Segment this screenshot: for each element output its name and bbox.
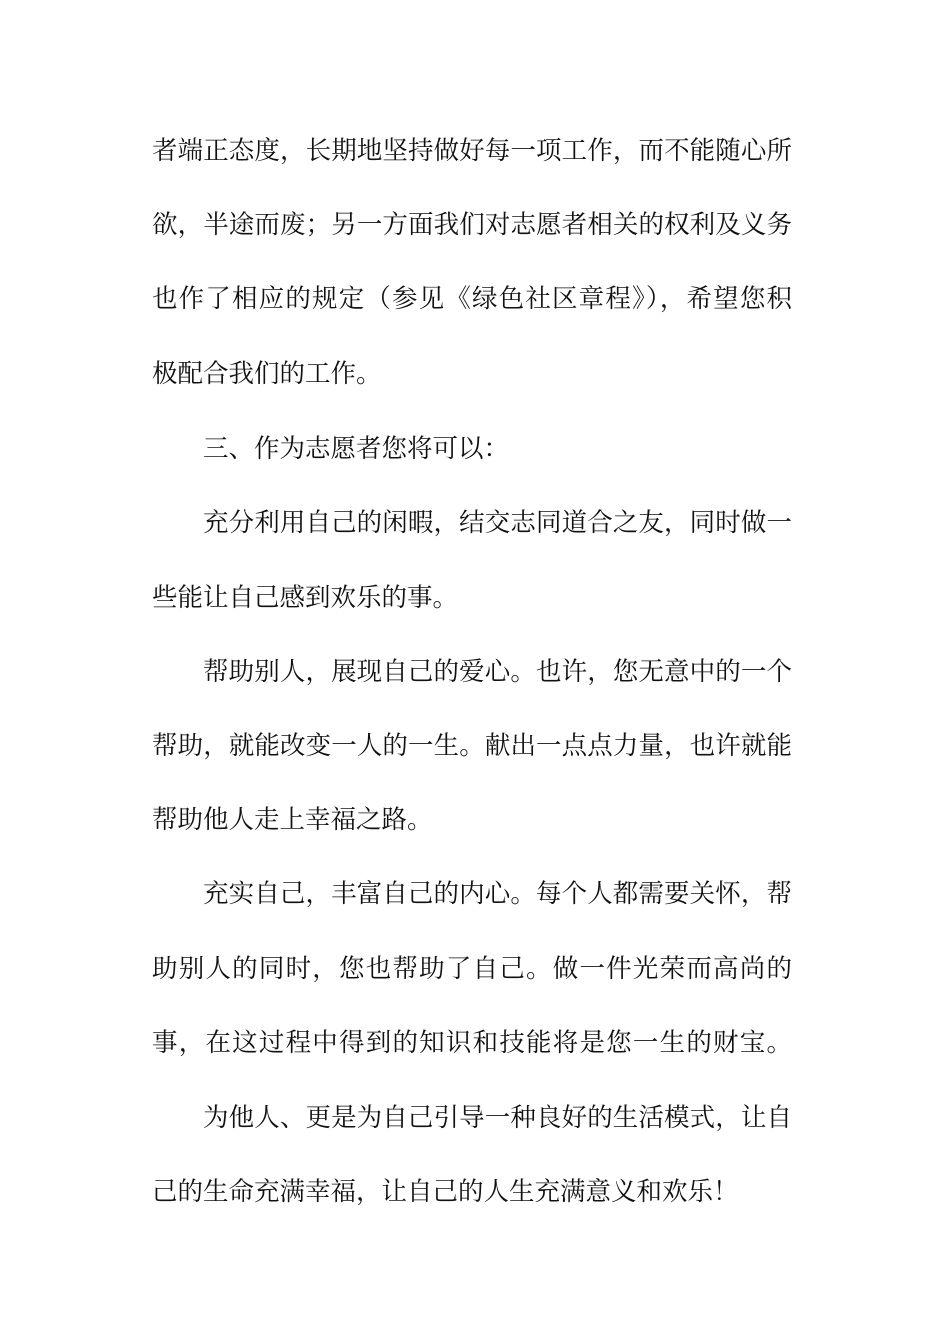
- body-text-line: 帮助他人走上幸福之路。: [152, 805, 433, 835]
- section-heading: 三、作为志愿者您将可以：: [203, 434, 510, 464]
- body-text-line: 助别人的同时，您也帮助了自己。做一件光荣而高尚的: [152, 954, 792, 984]
- body-text-line: 帮助别人，展现自己的爱心。也许，您无意中的一个: [203, 657, 792, 687]
- body-text-line: 欲，半途而废；另一方面我们对志愿者相关的权利及义务: [152, 210, 792, 240]
- body-text-line: 充实自己，丰富自己的内心。每个人都需要关怀，帮: [203, 879, 792, 909]
- body-text-line: 极配合我们的工作。: [152, 359, 382, 389]
- body-text-line: 者端正态度，长期地坚持做好每一项工作，而不能随心所: [152, 136, 792, 166]
- body-text-line: 为他人、更是为自己引导一种良好的生活模式，让自: [203, 1103, 792, 1133]
- body-text-line: 事，在这过程中得到的知识和技能将是您一生的财宝。: [152, 1028, 792, 1058]
- body-text-line: 也作了相应的规定（参见《绿色社区章程》），希望您积: [152, 284, 792, 314]
- body-text-line: 充分利用自己的闲暇，结交志同道合之友，同时做一: [203, 508, 792, 538]
- body-text-line: 己的生命充满幸福，让自己的人生充满意义和欢乐！: [152, 1177, 739, 1207]
- body-text-line: 些能让自己感到欢乐的事。: [152, 583, 459, 613]
- body-text-line: 帮助，就能改变一人的一生。献出一点点力量，也许就能: [152, 731, 792, 761]
